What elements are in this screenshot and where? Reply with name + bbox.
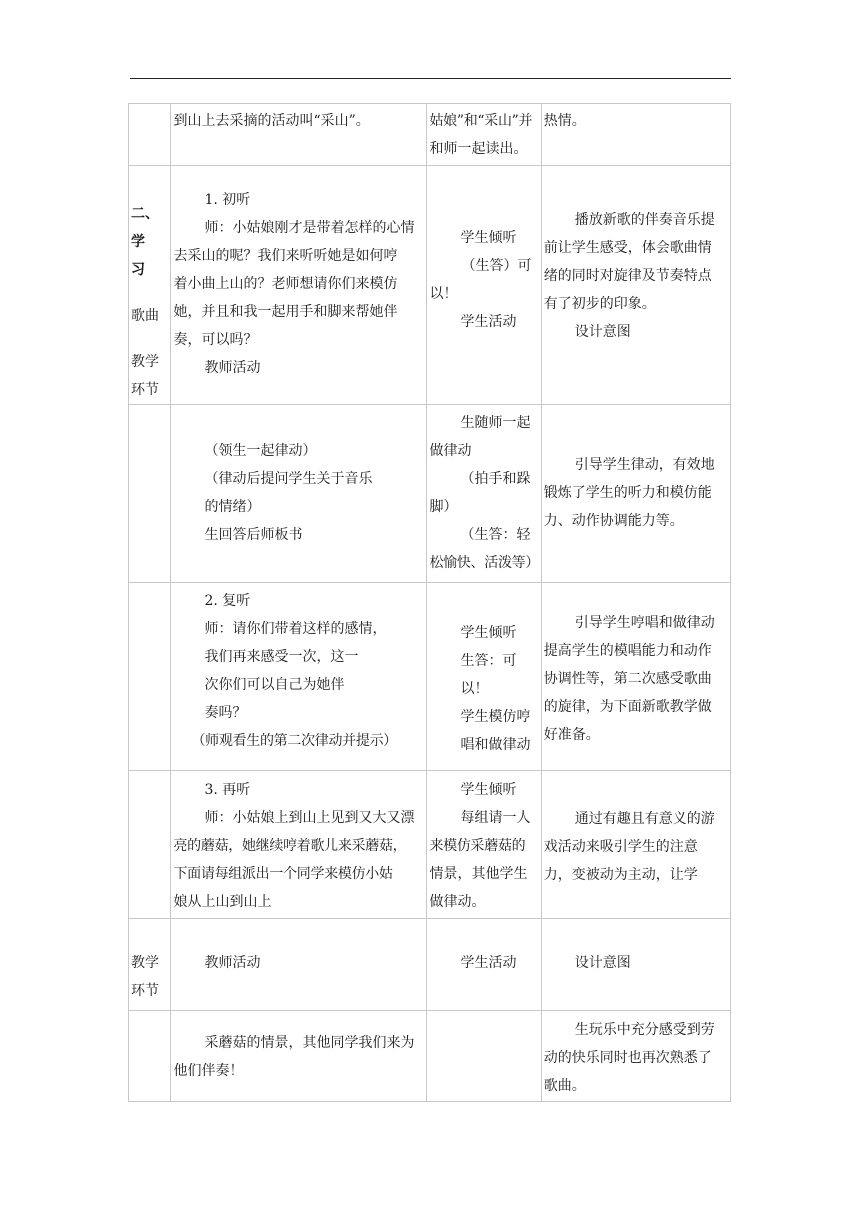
teacher-activity-cell [171,771,427,919]
teacher-activity-cell [171,1011,427,1102]
text-line: 生回答后师板书 [204,527,303,543]
text-line: 环节 [131,382,159,398]
text-line: 唱和做律动 [460,737,531,753]
text-line: 引导学生哼唱和做律动 [574,615,715,631]
text-line: 娘从上山到山上 [173,894,272,910]
text-line: 学生倾听 [460,625,517,641]
text-line: 习 [131,262,145,278]
text-line: 1. 初听 [204,192,251,208]
text-line: 姑娘”和“采山”并 [429,113,533,129]
student-activity-cell [427,405,541,583]
text-line: 设计意图 [574,324,631,340]
text-line: 生答：可以！ [460,653,517,697]
text-line: 次你们可以自己为她伴 [204,677,345,693]
text-line: 教师活动 [204,955,261,971]
text-line: （生答）可 [461,258,532,274]
table-row [129,583,731,771]
stage-cell [129,583,171,771]
text-line: 3. 再听 [204,782,251,798]
student-activity-cell [427,919,541,1011]
text-line: 教师活动 [204,360,261,376]
text-line: 来模仿采蘑菇的 [429,838,526,854]
table-row [129,1011,731,1102]
text-line: 亮的蘑菇，她继续哼着歌儿来采蘑菇， [173,838,407,854]
table-row [129,919,731,1011]
text-line: 她，并且和我一起用手和脚来帮她伴 [173,304,398,320]
text-line: 戏活动来吸引学生的注意 [543,839,698,855]
text-line: 学生倾听 [460,230,517,246]
text-line: （领生一起律动） [204,443,317,459]
text-line: 环节 [131,983,159,999]
text-line: 协调性等，第二次感受歌曲 [543,671,712,687]
text-line: （师观看生的第二次律动并提示） [191,733,397,749]
text-line: 学生模仿哼 [460,709,531,725]
design-intent-cell [541,771,730,919]
text-line: 二、学 [131,206,159,250]
table-row [129,104,731,166]
text-line: 到山上去采摘的活动叫“采山”。 [173,113,370,129]
text-line: 绪的同时对旋律及节奏特点 [543,268,712,284]
design-intent-cell [541,405,730,583]
text-line: 的情绪） [204,499,261,515]
text-line: 教学 [131,955,159,971]
stage-cell [129,771,171,919]
teacher-activity-cell [171,919,427,1011]
text-line: 设计意图 [574,955,631,971]
text-line: 师：小姑娘上到山上见到又大又漂 [204,810,415,826]
text-line: 引导学生律动，有效地 [574,457,715,473]
teacher-activity-cell [171,583,427,771]
design-intent-cell [541,104,730,166]
text-line: 生玩乐中充分感受到劳 [574,1022,715,1038]
text-line: 做律动。 [429,894,486,910]
text-line: 下面请每组派出一个同学来模仿小姑 [173,866,393,882]
text-line: 生随师一起 [460,415,531,431]
student-activity-cell [427,166,541,405]
text-line: 力，变被动为主动，让学 [543,867,698,883]
teacher-activity-cell [171,104,427,166]
student-activity-cell [427,1011,541,1102]
text-line: 我们再来感受一次，这一 [204,649,359,665]
text-line: 的旋律，为下面新歌教学做 [543,699,712,715]
text-line: 脚） [429,499,458,515]
text-line: 情景，其他学生 [429,866,528,882]
teacher-activity-cell [171,166,427,405]
stage-cell [129,405,171,583]
table-row [129,166,731,405]
text-line: 热情。 [543,113,586,129]
student-activity-cell [427,771,541,919]
design-intent-cell [541,919,730,1011]
text-line: 采蘑菇的情景，其他同学我们来为 [204,1035,415,1051]
text-line: 学生活动 [460,314,517,330]
text-line: 做律动 [429,443,472,459]
text-line: 师：小姑娘刚才是带着怎样的心情 [204,220,415,236]
text-line: 他们伴奏！ [173,1063,244,1079]
stage-cell [129,166,171,405]
text-line: 播放新歌的伴奏音乐提 [574,212,715,228]
text-line: 锻炼了学生的听力和模仿能 [543,485,712,501]
student-activity-cell [427,104,541,166]
stage-cell [129,104,171,166]
text-line: 2. 复听 [204,593,251,609]
design-intent-cell [541,583,730,771]
text-line: （生答：轻 [460,527,531,543]
header-rule [130,78,731,79]
text-line: 力、动作协调能力等。 [543,513,684,529]
text-line: 歌曲 [131,308,159,324]
text-line: 教学 [131,354,159,370]
student-activity-cell [427,583,541,771]
text-line: 奏吗？ [204,705,247,721]
text-line: 和师一起读出。 [429,141,528,157]
text-line: 有了初步的印象。 [543,296,656,312]
text-line: 松愉快、活泼等） [429,555,540,571]
text-line: 通过有趣且有意义的游 [574,811,715,827]
text-line: （拍手和跺 [460,471,531,487]
stage-cell [129,919,171,1011]
text-line: 前让学生感受，体会歌曲情 [543,240,712,256]
text-line: 每组请一人 [460,810,531,826]
stage-cell [129,1011,171,1102]
teacher-activity-cell [171,405,427,583]
text-line: 学生倾听 [460,782,517,798]
text-line: 去采山的呢？我们来听听她是如何哼 [173,248,398,264]
table-row [129,405,731,583]
text-line: 提高学生的模唱能力和动作 [543,643,712,659]
text-line: 以！ [429,286,458,302]
text-line: 师：请你们带着这样的感情， [204,621,387,637]
table-row [129,771,731,919]
design-intent-cell [541,166,730,405]
text-line: 歌曲。 [543,1078,586,1094]
text-line: （律动后提问学生关于音乐 [204,471,373,487]
text-line: 着小曲上山的？老师想请你们来模仿 [173,276,398,292]
text-line: 动的快乐同时也再次熟悉了 [543,1050,712,1066]
lesson-plan-table [128,103,731,1102]
design-intent-cell [541,1011,730,1102]
text-line: 好准备。 [543,727,600,743]
text-line: 学生活动 [460,955,517,971]
text-line: 奏，可以吗？ [173,332,258,348]
